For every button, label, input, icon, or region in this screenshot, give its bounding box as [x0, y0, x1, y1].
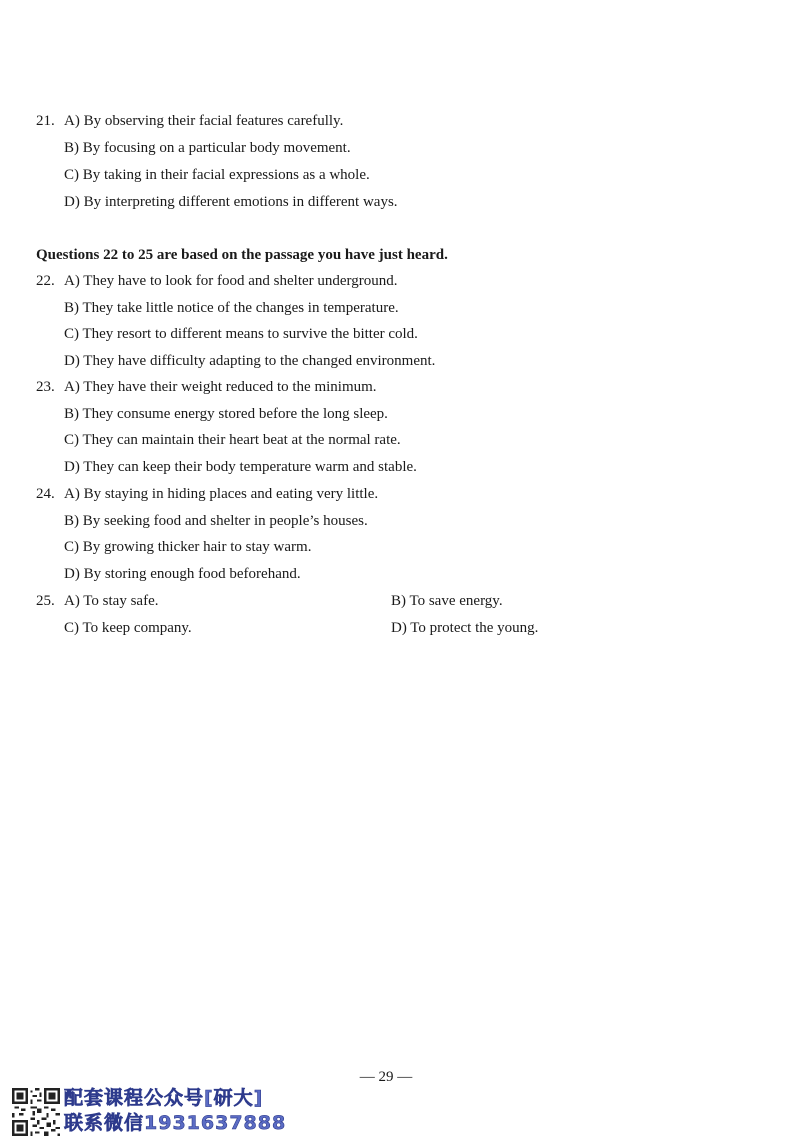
option-a: A) They have their weight reduced to the minimum.	[64, 379, 377, 395]
option-a: A) By observing their facial features carefully.	[64, 113, 344, 129]
option-c: C) To keep company.	[64, 620, 192, 636]
question-number: 21.	[36, 113, 55, 129]
question-number: 25.	[36, 593, 55, 609]
option-b: B) By seeking food and shelter in people’s houses.	[64, 513, 368, 529]
option-b: B) By focusing on a particular body movement.	[64, 140, 351, 156]
option-a: A) They have to look for food and shelter underground.	[64, 273, 398, 289]
question-number: 24.	[36, 486, 55, 502]
option-d: D) By storing enough food beforehand.	[64, 566, 301, 582]
section-heading: Questions 22 to 25 are based on the passage you have just heard.	[36, 247, 448, 263]
option-b: B) To save energy.	[391, 593, 503, 609]
option-d: D) They have difficulty adapting to the changed environment.	[64, 353, 436, 369]
page-number: — 29 —	[359, 1069, 413, 1085]
qr-code-icon	[12, 1088, 60, 1136]
option-b: B) They consume energy stored before the long sleep.	[64, 406, 388, 422]
watermark	[6, 1084, 326, 1138]
option-c: C) They resort to different means to survive the bitter cold.	[64, 326, 418, 342]
option-d: D) They can keep their body temperature warm and stable.	[64, 459, 417, 475]
option-a: A) By staying in hiding places and eating very little.	[64, 486, 379, 502]
question-number: 22.	[36, 273, 55, 289]
watermark-line-2: 联系微信1931637888	[64, 1112, 287, 1134]
option-c: C) By growing thicker hair to stay warm.	[64, 539, 312, 555]
option-d: D) To protect the young.	[391, 620, 539, 636]
option-c: C) They can maintain their heart beat at the normal rate.	[64, 432, 401, 448]
option-b: B) They take little notice of the changes in temperature.	[64, 300, 399, 316]
question-number: 23.	[36, 379, 55, 395]
option-c: C) By taking in their facial expressions as a whole.	[64, 167, 370, 183]
option-d: D) By interpreting different emotions in different ways.	[64, 194, 398, 210]
watermark-line-1: 配套课程公众号[研大]	[64, 1087, 264, 1109]
option-a: A) To stay safe.	[64, 593, 159, 609]
